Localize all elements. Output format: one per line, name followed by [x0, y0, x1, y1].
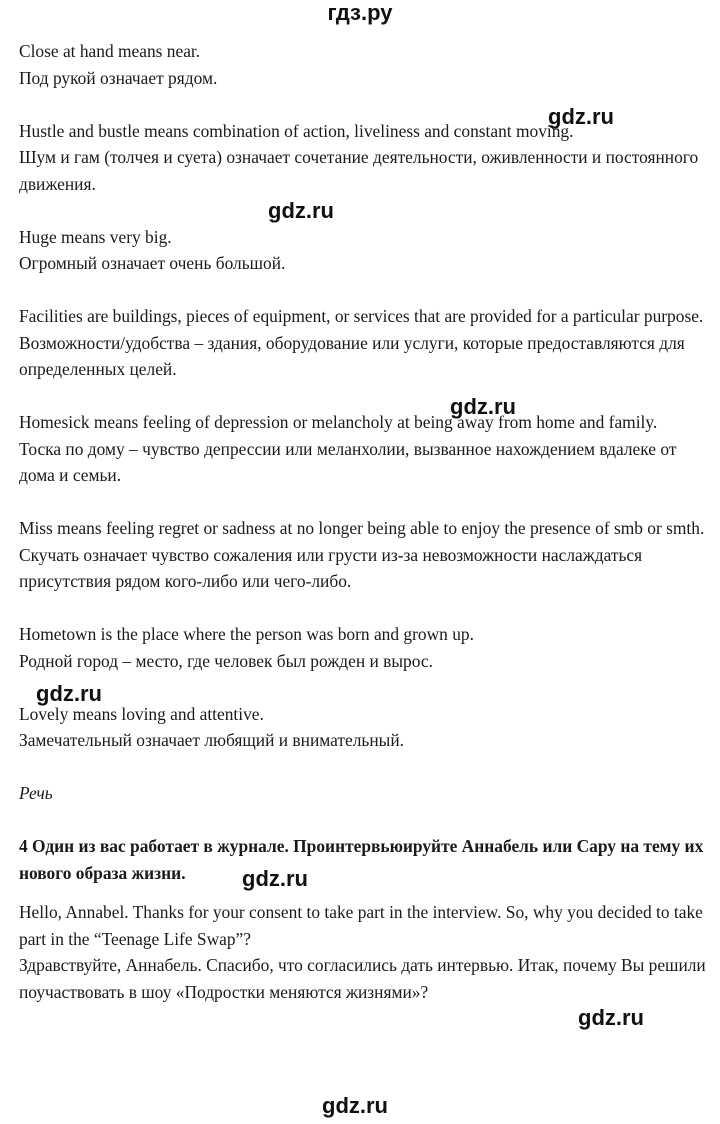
task-heading: 4 Один из вас работает в журнале. Проинтервьюируйте Аннабель или Сару на тему их нового образа жизни. — [19, 836, 704, 883]
definition-hometown — [19, 621, 709, 674]
definition-huge — [19, 224, 709, 277]
definition-russian: Под рукой означает рядом. — [19, 67, 218, 88]
dialogue-english: Hello, Annabel. Thanks for your consent to take part in the interview. So, why you decided to take part in the “Teenage Life Swap”? — [19, 902, 703, 949]
definition-russian: Огромный означает очень большой. — [19, 253, 286, 273]
definition-russian: Шум и гам (толчея и суета) означает сочетание деятельности, оживленности и постоянного движения. — [19, 147, 699, 194]
watermark: gdz.ru — [242, 866, 308, 891]
definition-russian: Тоска по дому – чувство депрессии или меланхолии, вызванное нахождением вдалеке от дома и семьи. — [19, 438, 677, 485]
dialogue-block — [19, 899, 709, 1005]
definition-english: Miss means feeling regret or sadness at no longer being able to enjoy the presence of smb or smth. — [19, 518, 705, 538]
definition-russian: Родной город – место, где человек был рожден и вырос. — [19, 650, 433, 671]
definition-lovely — [19, 701, 709, 754]
definition-close-at-hand — [19, 38, 709, 91]
definition-russian: Возможности/удобства – здания, оборудование или услуги, которые предоставляются для определенных целей. — [19, 332, 685, 379]
watermark: gdz.ru — [548, 104, 614, 129]
definition-english: Huge means very big. — [19, 226, 172, 247]
watermark: gdz.ru — [36, 681, 102, 706]
document-body — [19, 38, 709, 1005]
dialogue-russian: Здравствуйте, Аннабель. Спасибо, что согласились дать интервью. Итак, почему Вы решили поучаствовать в шоу «Подростки меняются жизнями»? — [19, 955, 706, 1002]
definition-english: Close at hand means near. — [19, 41, 201, 61]
definition-english: Hustle and bustle means combination of action, liveliness and constant moving. — [19, 120, 574, 141]
definition-russian: Замечательный означает любящий и внимательный. — [19, 730, 404, 750]
watermark: gdz.ru — [322, 1093, 388, 1118]
section-label: Речь — [19, 783, 53, 803]
definition-miss — [19, 515, 709, 595]
definition-homesick — [19, 409, 709, 489]
definition-english: Facilities are buildings, pieces of equipment, or services that are provided for a particular purpose. — [19, 306, 704, 326]
definition-english: Hometown is the place where the person was born and grown up. — [19, 624, 474, 644]
site-header: гдз.ру — [327, 0, 393, 25]
watermark: gdz.ru — [450, 394, 516, 419]
definition-english: Lovely means loving and attentive. — [19, 703, 264, 724]
definition-russian: Скучать означает чувство сожаления или грусти из-за невозможности наслаждаться присутствия рядом кого-либо или чего-либо. — [19, 544, 643, 591]
definition-facilities — [19, 303, 709, 383]
watermark: gdz.ru — [268, 198, 334, 223]
definition-english: Homesick means feeling of depression or melancholy at being away from home and family. — [19, 412, 658, 432]
watermark: gdz.ru — [578, 1005, 644, 1030]
